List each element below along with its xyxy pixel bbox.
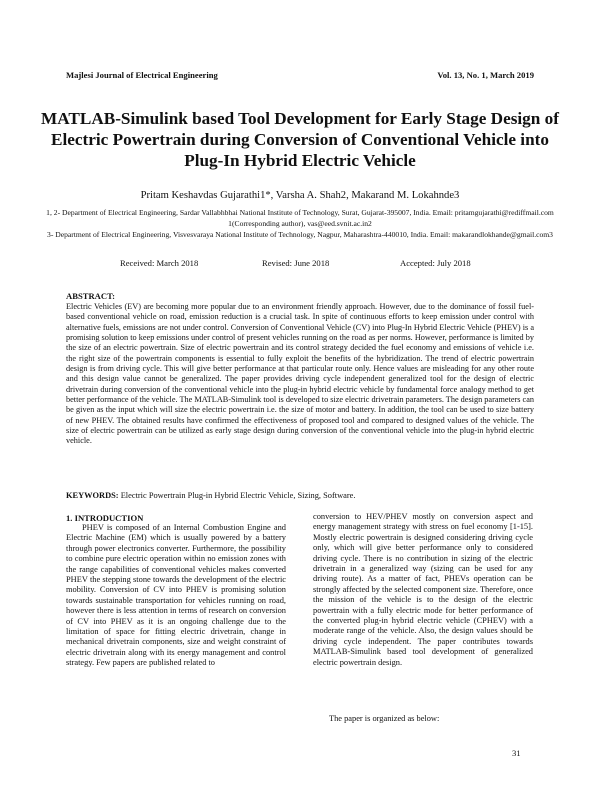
intro-paragraph-3: The paper is organized as below: — [329, 714, 440, 723]
page-number: 31 — [512, 748, 521, 758]
keywords-label: KEYWORDS: — [66, 491, 119, 500]
intro-paragraph-1: PHEV is composed of an Internal Combustion Engine and Electric Machine (EM) which is usually powered by a battery through power electronics converter. Furthermore, the possibility to combine pure electric operation within no emission zones with the range capabilities of conventional vehicles makes converted PHEV the stepping stone towards the development of the electric mobility. Conversion of CV into PHEV is promising solution towards sustainable transportation for vehicles running on road, however there is less attention in terms of research on conversion of CV into PHEV as it is an ongoing challenge due to the limitation of space for fitting electric drivetrain, change in mechanical drivetrain components, size and weight constraint of electric drivetrain along with its energy management and control strategy. Few papers are published related to — [66, 523, 286, 668]
intro-paragraph-2: conversion to HEV/PHEV mostly on conversion aspect and energy management strategy with stress on fuel economy [1-15]. Mostly electric powertrain is designed considering driving cycle only, which will give better performance only to considered driving cycle. There is no contribution in sizing of the electric drivetrain in a generalized way (sizing can be used for any driving route). As a matter of fact, PHEVs operation can be strongly affected by the selected component size. Therefore, once the mission of the vehicle is to the design of the electric powertrain with a fully electric mode for better performance of the converted plug-in hybrid electric vehicle (CPHEV) with a moderate range of the vehicle. Also, the design values should be driving cycle independent. The paper contributes towards MATLAB-Simulink based tool development of generalized electric powertrain design. — [313, 512, 533, 667]
abstract-heading: ABSTRACT: — [66, 291, 116, 301]
affiliation-2: 3- Department of Electrical Engineering, Visvesvaraya National Institute of Technology, Nagpur, Maharashtra-440010, India. Email: makarandlokhande@gmail.com3 — [47, 230, 553, 239]
intro-right-column — [313, 512, 533, 668]
intro-left-column — [66, 523, 286, 669]
journal-name: Majlesi Journal of Electrical Engineering — [66, 70, 218, 80]
accepted-date: Accepted: July 2018 — [400, 258, 471, 268]
section-heading-introduction: 1. INTRODUCTION — [66, 513, 144, 523]
abstract-body: Electric Vehicles (EV) are becoming more popular due to an environment friendly approach. However, due to the dominance of fossil fuel-based conventional vehicle on road, emission reduction is a crucial task. In spite of continuous efforts to keep emission under control with alternative fuels, emissions are not under control. Conversion of Conventional Vehicle (CV) into Plug-In Hybrid Electric Vehicle (PHEV) is a promising solution to keep emissions under control of present vehicles running on the road as per norms. However, performance is limited by the size of an electric powertrain. Size of electric powertrain and its control strategy decided the fuel economy and emissions of vehicle i.e. the right size of the powertrain components is essential to fully exploit the benefits of the hybridization. The trend of electric powertrain design is from driving cycle. This will give better performance at that particular route only. Hence values are misleading for any other route and this design value cannot be generalized. The paper provides driving cycle independent generalized tool for the design of electric drivetrain during conversion of the conventional vehicle into the plug-in hybrid electric vehicle by fundamental force analogy method to get better performance of the vehicle. The MATLAB-Simulink tool is developed to size electric drivetrain parameters. The design parameters can be given as the input which will size the electric powertrain i.e. the size of motor and battery. In addition, the tool can be used to size battery of new PHEV. The obtained results have confirmed the effectiveness of proposed tool and compared to designed values of the vehicle. The size of electric powertrain can be utilized as early stage design during conversion of the conventional vehicle into the plug-in hybrid electric vehicle. — [66, 302, 534, 446]
affiliation-1: 1, 2- Department of Electrical Engineering, Sardar Vallabhbhai National Institute of Technology, Surat, Gujarat-395007, India. Email: pritamgujarathi@rediffmail.com 1(Corresponding author), vas@eed.svnit.ac.in2 — [46, 208, 554, 228]
intro-right-column-end — [313, 714, 534, 723]
volume-info: Vol. 13, No. 1, March 2019 — [437, 70, 534, 80]
received-date: Received: March 2018 — [120, 258, 199, 268]
keywords — [66, 491, 534, 500]
paper-title: MATLAB-Simulink based Tool Development for Early Stage Design of Electric Powertrain during Conversion of Conventional Vehicle into Plug-In Hybrid Electric Vehicle — [41, 109, 559, 170]
keywords-text: Electric Powertrain Plug-in Hybrid Electric Vehicle, Sizing, Software. — [118, 491, 356, 500]
author-list: Pritam Keshavdas Gujarathi1*, Varsha A. Shah2, Makarand M. Lokahnde3 — [140, 190, 460, 201]
revised-date: Revised: June 2018 — [262, 258, 330, 268]
